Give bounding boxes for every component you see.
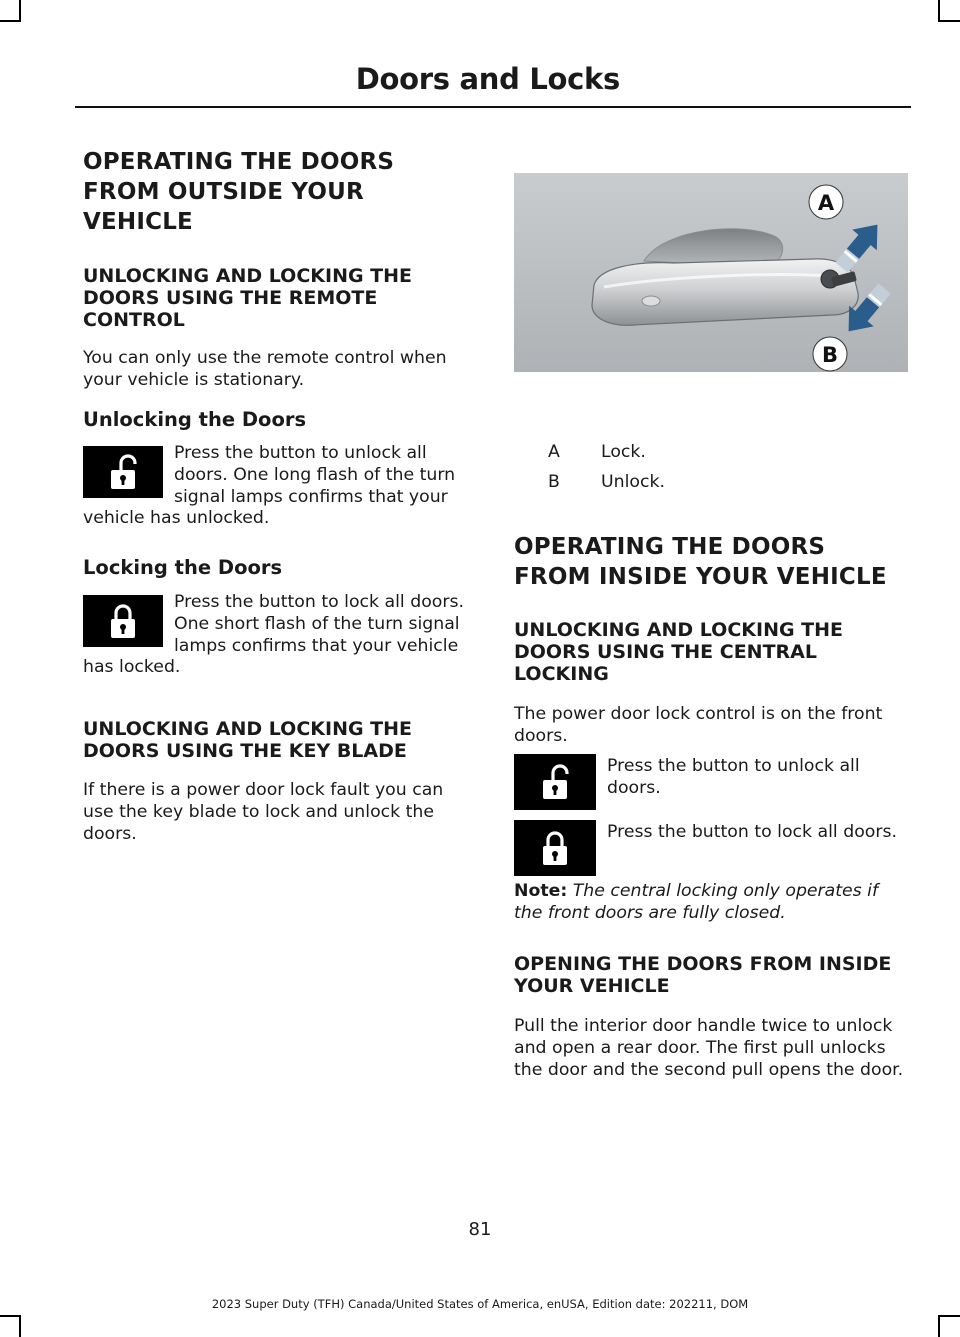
section-title-line: VEHICLE <box>83 209 193 235</box>
central-intro: The power door lock control is on the front doors. <box>514 704 883 746</box>
unlock-text: Press the button to unlock all doors. One long flash of the turn signal lamps confirms that your vehicle has unlocked. <box>83 443 456 529</box>
central-lock-row <box>514 820 910 876</box>
legend-key: B <box>548 472 560 492</box>
central-lock-text: Press the button to lock all doors. <box>607 822 897 842</box>
crop-mark <box>19 1315 21 1337</box>
crop-mark <box>940 1315 960 1317</box>
opening-text: Pull the interior door handle twice to unlock and open a rear door. The first pull unlocks the door and the second pull opens the door. <box>514 1016 904 1080</box>
lock-padlock-icon <box>83 595 163 647</box>
door-handle-figure <box>514 173 908 372</box>
opening-heading: OPENING THE DOORS FROM INSIDE YOUR VEHICLE <box>514 953 892 997</box>
section-title-line: OPERATING THE DOORS <box>83 149 395 175</box>
note-text: The central locking only operates if the front doors are fully closed. <box>514 881 879 923</box>
central-unlock-row <box>514 754 910 810</box>
unlock-padlock-icon <box>514 754 596 810</box>
remote-heading: UNLOCKING AND LOCKING THE DOORS USING THE REMOTE CONTROL <box>83 265 413 331</box>
lock-text: Press the button to lock all doors. One short flash of the turn signal lamps confirms that your vehicle has locked. <box>83 592 464 678</box>
lock-padlock-icon <box>514 820 596 876</box>
keyblade-heading: UNLOCKING AND LOCKING THE DOORS USING THE KEY BLADE <box>83 718 413 762</box>
page-number: 81 <box>468 1219 492 1240</box>
central-heading: UNLOCKING AND LOCKING THE DOORS USING THE CENTRAL LOCKING <box>514 619 844 685</box>
unlock-subheading: Unlocking the Doors <box>83 408 307 431</box>
footer-text: 2023 Super Duty (TFH) Canada/United States of America, enUSA, Edition date: 202211, DOM <box>211 1297 749 1311</box>
crop-mark <box>19 0 21 22</box>
legend-value: Unlock. <box>601 472 665 492</box>
unlock-padlock-icon <box>83 446 163 498</box>
crop-mark <box>0 1315 20 1317</box>
crop-mark <box>940 20 960 22</box>
lock-subheading: Locking the Doors <box>83 556 283 579</box>
keyblade-text: If there is a power door lock fault you can use the key blade to lock and unlock the doors. <box>83 780 444 844</box>
section-title-line: FROM INSIDE YOUR VEHICLE <box>514 564 887 590</box>
unlock-block <box>83 443 478 530</box>
callout-b: B <box>821 343 839 367</box>
lock-block <box>83 592 478 679</box>
legend-value: Lock. <box>601 442 646 462</box>
page-header-title: Doors and Locks <box>355 62 620 96</box>
crop-mark <box>0 20 20 22</box>
crop-mark <box>938 1315 940 1337</box>
crop-mark <box>938 0 940 22</box>
remote-intro: You can only use the remote control when your vehicle is stationary. <box>83 348 447 390</box>
section-title-line: OPERATING THE DOORS <box>514 534 826 560</box>
legend-key: A <box>548 442 560 462</box>
section-title-line: FROM OUTSIDE YOUR <box>83 179 364 205</box>
header-rule <box>75 106 911 108</box>
note <box>514 881 906 925</box>
central-unlock-text: Press the button to unlock all doors. <box>607 756 860 798</box>
callout-a: A <box>817 191 835 215</box>
note-label: Note: <box>514 881 568 901</box>
